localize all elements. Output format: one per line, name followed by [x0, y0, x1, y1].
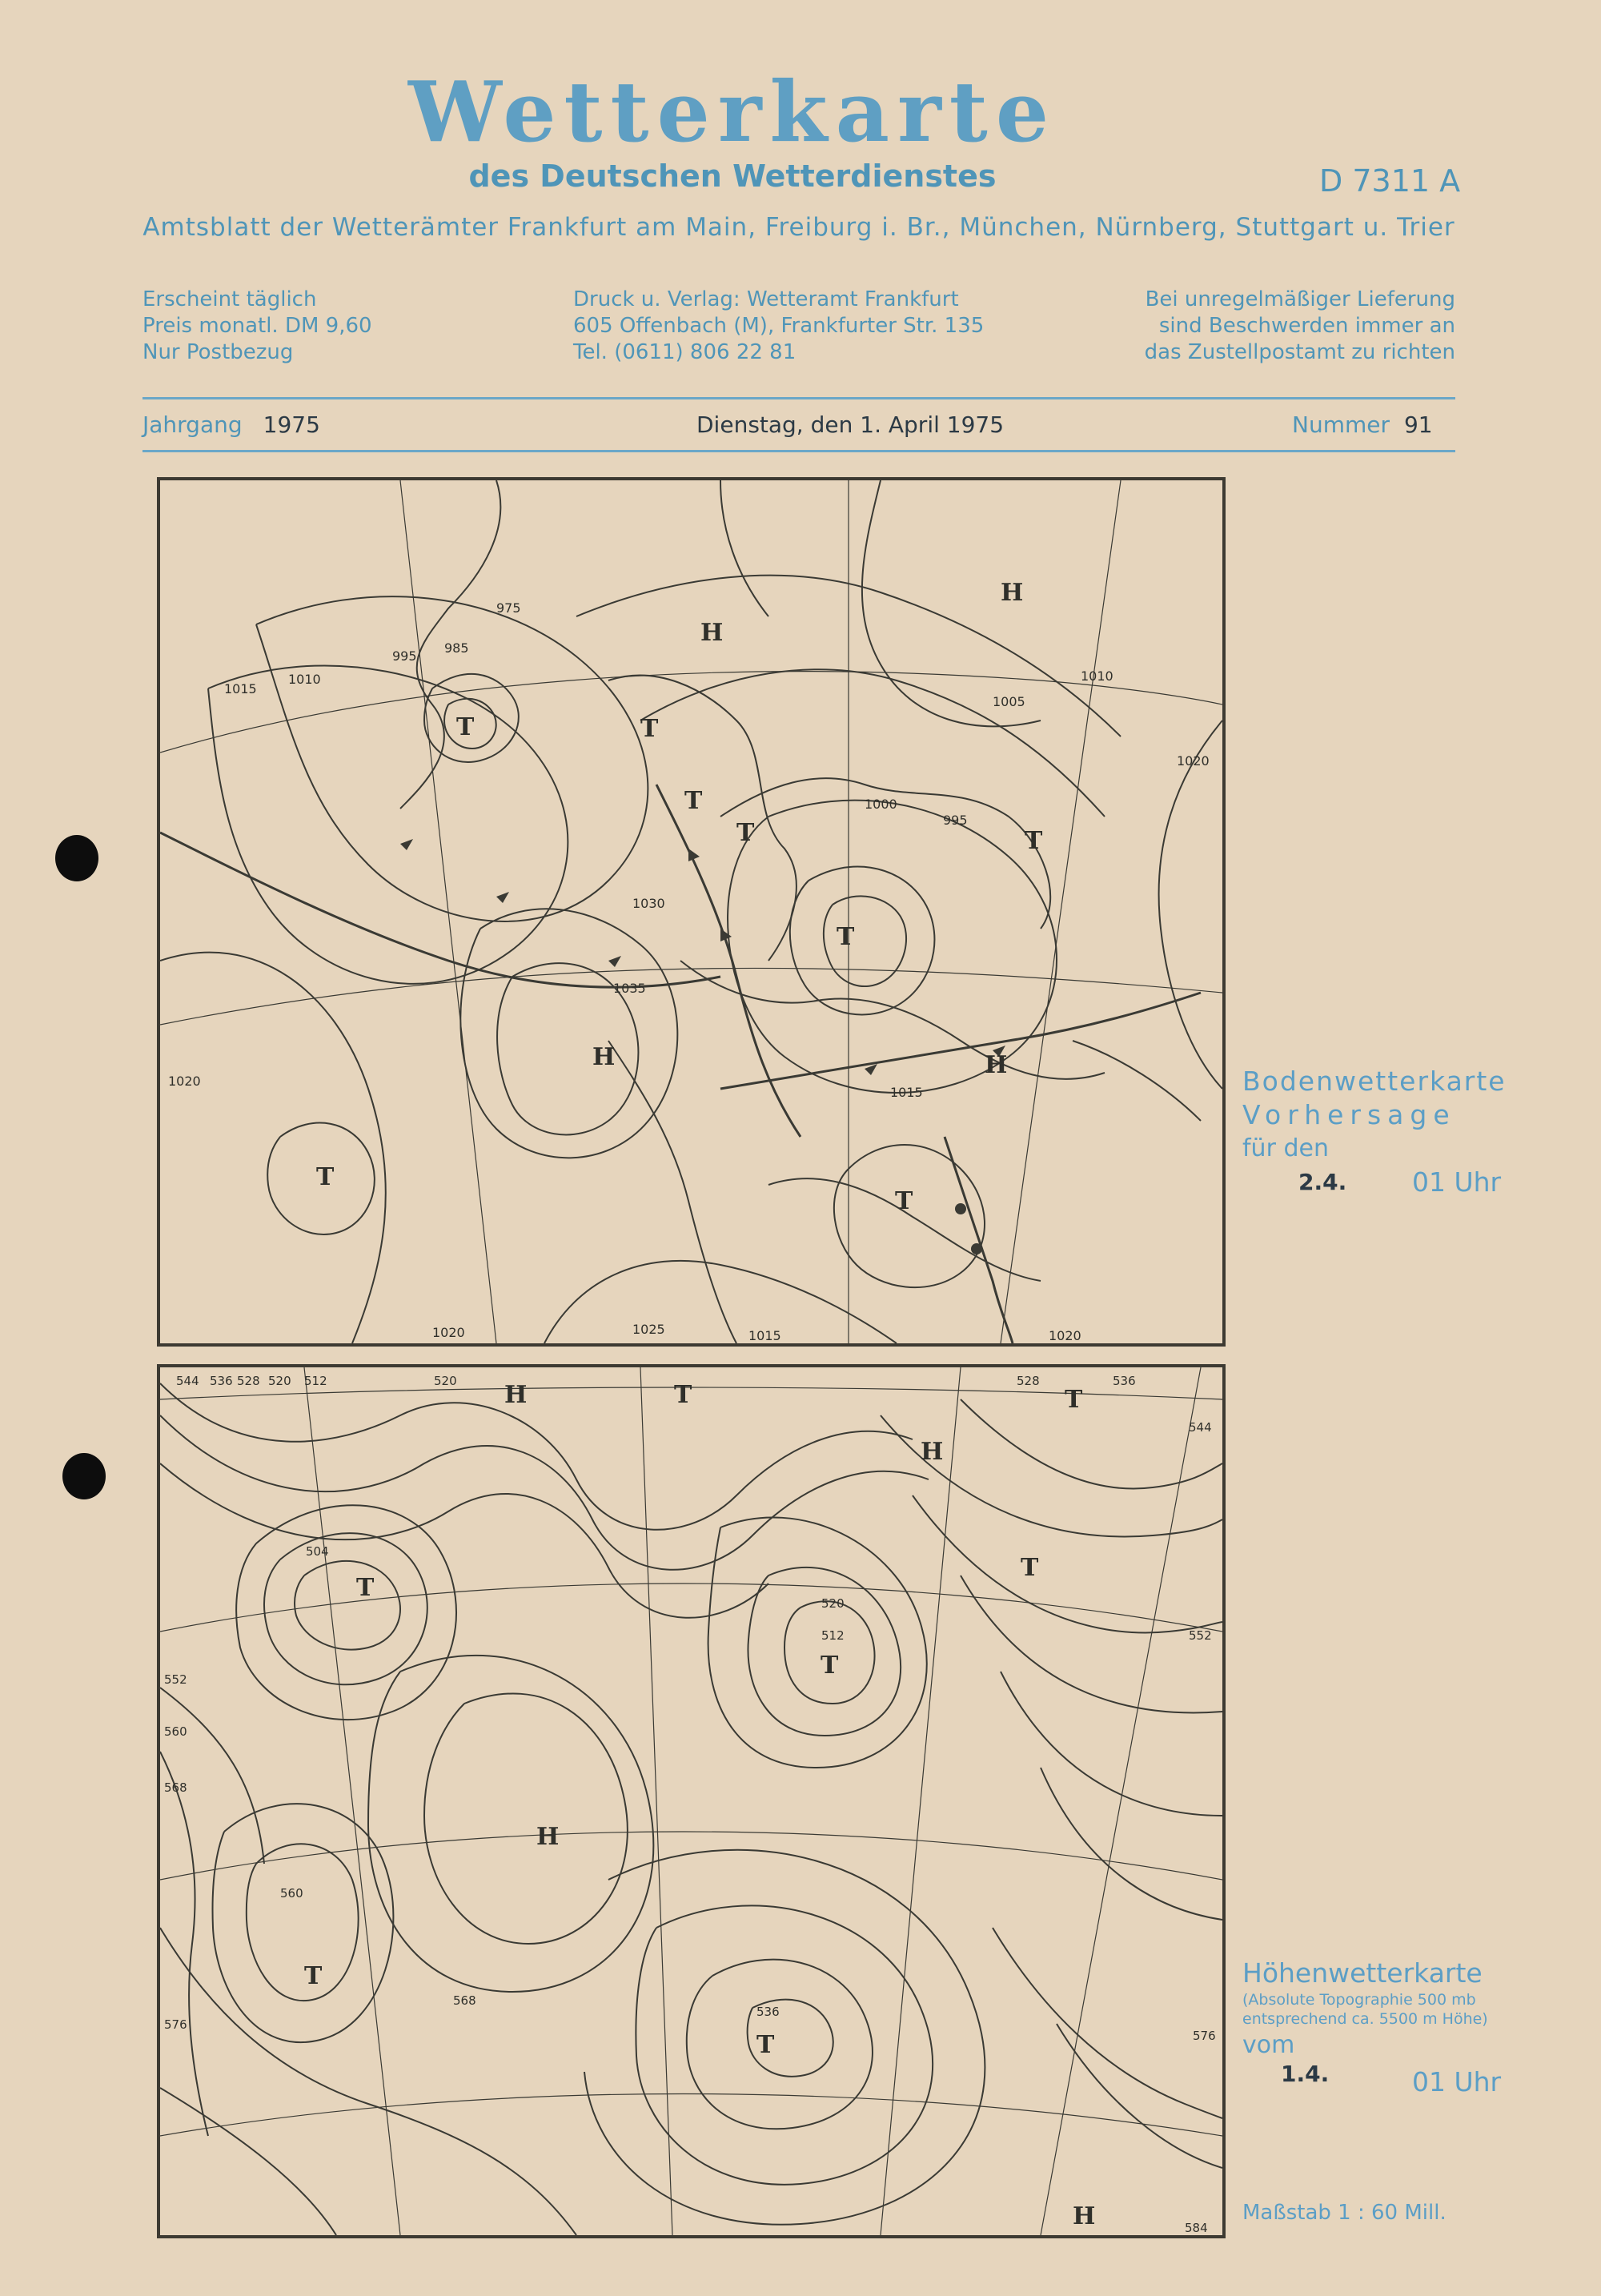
isobar-value: 1015: [890, 1085, 923, 1100]
isobar-value: 1030: [632, 896, 665, 911]
contour-value: 560: [164, 1724, 187, 1739]
info-line: das Zustellpostamt zu richten: [1144, 340, 1455, 364]
map-label: T: [456, 713, 475, 741]
surface-map-time: 01 Uhr: [1412, 1166, 1502, 1198]
contour-value: 584: [1185, 2221, 1208, 2235]
upper-map-from-label: vom: [1242, 2031, 1295, 2059]
map-label: H: [592, 1043, 616, 1071]
isobar-value: 1015: [224, 681, 257, 696]
contour-value: 528: [1017, 1374, 1040, 1388]
map-label: H: [921, 1438, 944, 1466]
upper-map-drawing: [160, 1367, 1222, 2235]
upper-contour-values: [164, 1374, 1216, 2235]
map-scale: Maßstab 1 : 60 Mill.: [1242, 2201, 1447, 2225]
isobar-value: 1025: [632, 1322, 665, 1337]
isobar-value: 1020: [1049, 1328, 1081, 1343]
map-label: H: [1001, 579, 1024, 607]
surface-map-date: 2.4.: [1298, 1169, 1347, 1195]
surface-isobar-values: [168, 600, 1210, 1343]
masthead-title: Wetterkarte: [408, 62, 1057, 161]
map-label: T: [356, 1574, 375, 1602]
isobar-value: 1010: [288, 672, 321, 687]
surface-weather-map: [157, 477, 1226, 1347]
map-label: T: [756, 2031, 775, 2059]
isobar-value: 985: [444, 640, 469, 656]
contour-value: 560: [280, 1886, 303, 1901]
contour-value: 552: [164, 1672, 187, 1687]
contour-value: 528: [237, 1374, 260, 1388]
contour-value: 568: [164, 1780, 187, 1795]
header-rule-bottom: [142, 450, 1455, 452]
contour-value: 544: [176, 1374, 199, 1388]
header-rule-top: [142, 397, 1455, 399]
info-line: Erscheint täglich: [142, 287, 317, 311]
isobar-value: 1005: [993, 694, 1025, 709]
document-number: D 7311 A: [1319, 163, 1461, 199]
isobar-value: 1010: [1081, 668, 1113, 684]
map-label: T: [640, 715, 659, 743]
map-label: H: [504, 1381, 528, 1409]
issue-date: Dienstag, den 1. April 1975: [696, 411, 1005, 438]
map-label: H: [985, 1051, 1008, 1079]
surface-map-for-label: für den: [1242, 1134, 1329, 1162]
map-label: T: [316, 1163, 335, 1191]
upper-map-note-2: entsprechend ca. 5500 m Höhe): [1242, 2010, 1488, 2028]
number-value: 91: [1403, 411, 1433, 438]
upper-map-time: 01 Uhr: [1412, 2066, 1502, 2097]
info-line: sind Beschwerden immer an: [1158, 314, 1455, 338]
map-label: T: [736, 819, 755, 847]
map-label: T: [684, 787, 703, 815]
map-label: T: [674, 1381, 692, 1409]
map-label: T: [837, 923, 855, 951]
number-label: Nummer: [1292, 411, 1390, 438]
info-line: Nur Postbezug: [142, 340, 294, 364]
isobar-value: 1020: [432, 1325, 465, 1340]
isobar-value: 995: [392, 648, 417, 664]
contour-value: 512: [821, 1628, 845, 1643]
surface-map-caption: [1242, 1065, 1507, 1201]
upper-map-title: Höhenwetterkarte: [1242, 1957, 1483, 1989]
contour-value: 536: [210, 1374, 233, 1388]
isobar-value: 1035: [613, 981, 646, 996]
info-line: Preis monatl. DM 9,60: [142, 314, 372, 338]
contour-value: 520: [434, 1374, 457, 1388]
isobar-value: 1000: [865, 797, 897, 812]
contour-value: 512: [304, 1374, 327, 1388]
map-label: H: [1073, 2202, 1096, 2230]
map-label: T: [895, 1187, 913, 1215]
map-label: T: [1065, 1386, 1083, 1414]
contour-value: 536: [756, 2005, 780, 2019]
contour-value: 520: [821, 1596, 845, 1611]
info-line: Druck u. Verlag: Wetteramt Frankfurt: [573, 287, 959, 311]
isobar-value: 1020: [168, 1074, 201, 1089]
contour-value: 568: [453, 1993, 476, 2008]
masthead-subtitle: des Deutschen Wetterdienstes: [468, 159, 997, 194]
info-line: Bei unregelmäßiger Lieferung: [1145, 287, 1455, 311]
map-label: H: [700, 619, 724, 647]
contour-value: 552: [1189, 1628, 1212, 1643]
map-label: H: [536, 1823, 560, 1851]
surface-map-title: Bodenwetterkarte: [1242, 1066, 1507, 1097]
upper-map-date: 1.4.: [1281, 2061, 1330, 2087]
surface-map-forecast-label: Vorhersage: [1242, 1099, 1456, 1130]
map-label: T: [1021, 1554, 1039, 1582]
upper-map-labels: [304, 1381, 1095, 2230]
punch-hole: [62, 1453, 106, 1499]
issue-number: [1292, 411, 1433, 438]
contour-value: 536: [1113, 1374, 1136, 1388]
info-right: [1143, 287, 1455, 366]
info-center: [573, 287, 984, 366]
info-line: 605 Offenbach (M), Frankfurter Str. 135: [573, 314, 985, 338]
isobar-value: 995: [943, 813, 968, 828]
isobar-value: 1020: [1177, 753, 1210, 769]
punch-hole: [55, 835, 98, 881]
contour-value: 576: [1193, 2029, 1216, 2043]
isobar-value: 975: [496, 600, 521, 616]
info-line: Tel. (0611) 806 22 81: [573, 340, 796, 364]
upper-map-caption: [1242, 1957, 1502, 2097]
upper-map-note-1: (Absolute Topographie 500 mb: [1242, 1991, 1476, 2009]
contour-value: 504: [306, 1544, 329, 1559]
surface-map-drawing: [160, 480, 1222, 1343]
info-left: [142, 287, 372, 366]
map-label: T: [821, 1652, 839, 1680]
map-label: T: [1025, 827, 1043, 855]
isobar-value: 1015: [748, 1328, 781, 1343]
year-label: Jahrgang: [142, 411, 243, 438]
map-label: T: [304, 1962, 323, 1990]
contour-value: 576: [164, 2017, 187, 2032]
contour-value: 520: [268, 1374, 291, 1388]
issue-year: [142, 411, 320, 438]
upper-air-map: [157, 1364, 1226, 2238]
year-value: 1975: [263, 411, 320, 438]
authority-line: Amtsblatt der Wetterämter Frankfurt am Main, Freiburg i. Br., München, Nürnberg, Stuttgart u. Trier: [142, 213, 1455, 242]
contour-value: 544: [1189, 1420, 1212, 1435]
